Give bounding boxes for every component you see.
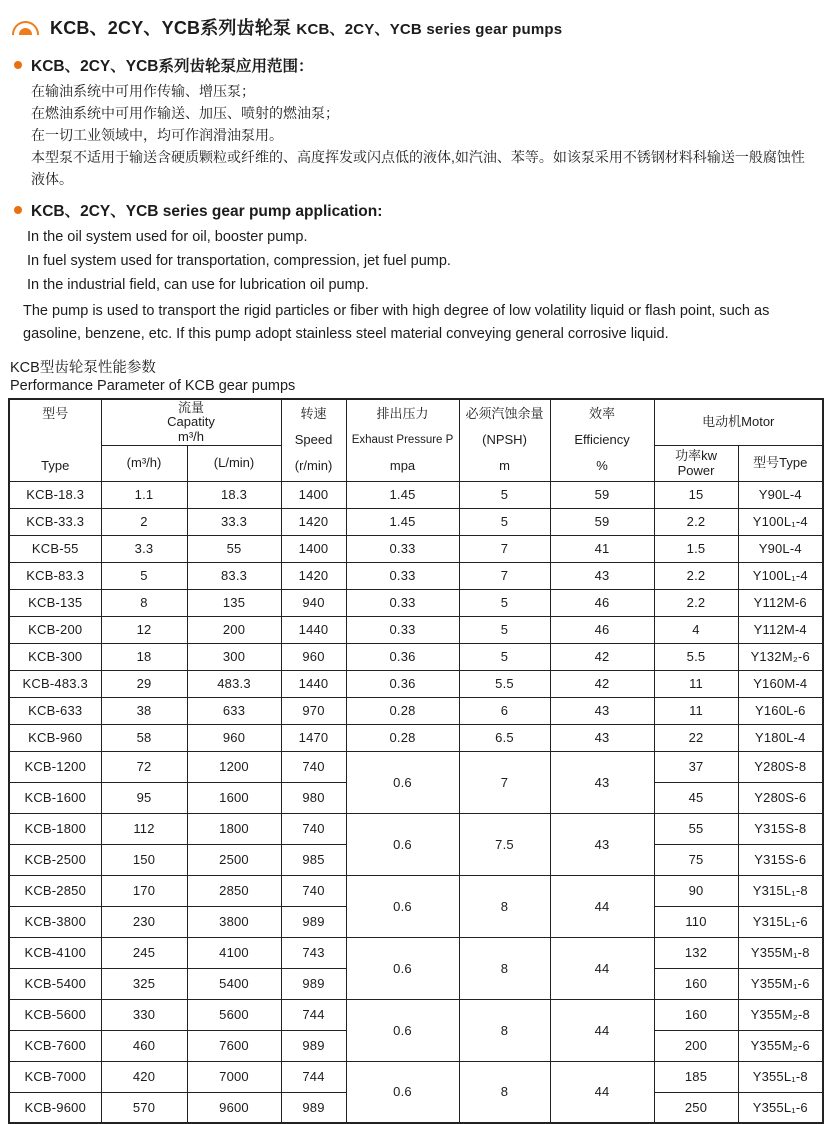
- cell-capacity-lmin: 5600: [187, 999, 281, 1030]
- col-header-motor-type: [738, 445, 823, 481]
- cell-efficiency: 43: [550, 724, 654, 751]
- cell-capacity-m3h: 8: [101, 589, 187, 616]
- zh-line: 在一切工业领域中，均可作润滑油泵用。: [31, 127, 283, 143]
- cell-speed: 960: [281, 643, 346, 670]
- cell-motor-type: Y280S-6: [738, 782, 823, 813]
- table-row: [9, 481, 823, 508]
- table-row: [9, 724, 823, 751]
- cell-motor-type: Y180L-4: [738, 724, 823, 751]
- cell-pump-type: KCB-18.3: [9, 481, 101, 508]
- table-row: [9, 535, 823, 562]
- cell-motor-type: Y132M₂-6: [738, 643, 823, 670]
- col-header-capacity: [101, 399, 281, 445]
- cell-capacity-m3h: 29: [101, 670, 187, 697]
- col-header-efficiency-en: Efficiency: [574, 432, 630, 448]
- cell-capacity-lmin: 9600: [187, 1092, 281, 1123]
- cell-speed: 1400: [281, 535, 346, 562]
- cell-pump-type: KCB-200: [9, 616, 101, 643]
- cell-pump-type: KCB-2500: [9, 844, 101, 875]
- cell-motor-type: Y112M-6: [738, 589, 823, 616]
- page-title: [50, 14, 562, 40]
- cell-power: 4: [654, 616, 738, 643]
- cell-capacity-m3h: 245: [101, 937, 187, 968]
- cell-speed: 940: [281, 589, 346, 616]
- col-header-motor-type-text: 型号Type: [753, 455, 808, 470]
- cell-npsh: 7.5: [459, 813, 550, 875]
- zh-line: 本型泵不适用于输送含硬质颗粒或纤维的、高度挥发或闪点低的液体,如汽油、苯等。如该泵采用不锈钢材料科输送一般腐蚀性液体。: [31, 149, 805, 187]
- cell-npsh: 8: [459, 937, 550, 999]
- table-caption-zh: KCB型齿轮泵性能参数: [10, 360, 156, 376]
- cell-power: 132: [654, 937, 738, 968]
- col-header-efficiency-zh: 效率: [589, 406, 616, 422]
- header-row-1: [9, 399, 823, 445]
- col-header-capacity-lmin-text: (L/min): [213, 455, 255, 470]
- cell-pressure: 0.33: [346, 589, 459, 616]
- cell-capacity-m3h: 420: [101, 1061, 187, 1092]
- cell-speed: 970: [281, 697, 346, 724]
- cell-pump-type: KCB-4100: [9, 937, 101, 968]
- cell-motor-type: Y355M₁-8: [738, 937, 823, 968]
- page-title-en: KCB、2CY、YCB series gear pumps: [296, 21, 563, 38]
- cell-power: 90: [654, 875, 738, 906]
- table-row: [9, 670, 823, 697]
- cell-efficiency: 44: [550, 1061, 654, 1123]
- cell-capacity-lmin: 18.3: [187, 481, 281, 508]
- cell-motor-type: Y355L₁-6: [738, 1092, 823, 1123]
- cell-efficiency: 44: [550, 875, 654, 937]
- section-heading-en: [14, 199, 822, 221]
- cell-pump-type: KCB-5400: [9, 968, 101, 999]
- cell-npsh: 5: [459, 589, 550, 616]
- cell-pressure: 0.36: [346, 643, 459, 670]
- cell-capacity-lmin: 83.3: [187, 562, 281, 589]
- cell-pump-type: KCB-135: [9, 589, 101, 616]
- col-header-motor-power-en: Power: [677, 463, 715, 478]
- cell-pump-type: KCB-3800: [9, 906, 101, 937]
- col-header-speed: [281, 399, 346, 481]
- cell-capacity-lmin: 2850: [187, 875, 281, 906]
- en-paragraph: The pump is used to transport the rigid particles or fiber with high degree of low volatility liquid or flash point, such as gasoline, benzene, etc. If this pump adopt stainless steel material conveying general corrosive liquid.: [23, 303, 770, 342]
- table-head: [9, 399, 823, 481]
- cell-npsh: 5: [459, 643, 550, 670]
- cell-pressure: 0.33: [346, 562, 459, 589]
- cell-pressure: 0.6: [346, 999, 459, 1061]
- section-application-en: [8, 199, 822, 345]
- cell-power: 5.5: [654, 643, 738, 670]
- cell-power: 185: [654, 1061, 738, 1092]
- cell-speed: 1400: [281, 481, 346, 508]
- col-header-capacity-lmin: [187, 445, 281, 481]
- cell-pump-type: KCB-9600: [9, 1092, 101, 1123]
- cell-motor-type: Y90L-4: [738, 535, 823, 562]
- cell-power: 45: [654, 782, 738, 813]
- cell-npsh: 8: [459, 875, 550, 937]
- cell-motor-type: Y90L-4: [738, 481, 823, 508]
- section-heading-zh-text: KCB、2CY、YCB系列齿轮泵应用范围：: [31, 58, 314, 75]
- cell-power: 250: [654, 1092, 738, 1123]
- cell-speed: 744: [281, 1061, 346, 1092]
- cell-pump-type: KCB-1200: [9, 751, 101, 782]
- brand-arc-icon: [12, 20, 39, 35]
- cell-capacity-m3h: 570: [101, 1092, 187, 1123]
- cell-capacity-m3h: 95: [101, 782, 187, 813]
- col-header-motor-power: [654, 445, 738, 481]
- cell-speed: 1470: [281, 724, 346, 751]
- cell-motor-type: Y315L₁-8: [738, 875, 823, 906]
- table-body: [9, 481, 823, 1123]
- cell-pump-type: KCB-1600: [9, 782, 101, 813]
- col-header-speed-en: Speed: [294, 432, 333, 448]
- cell-pump-type: KCB-55: [9, 535, 101, 562]
- cell-efficiency: 44: [550, 999, 654, 1061]
- col-header-capacity-zh: 流量: [178, 399, 205, 415]
- col-header-capacity-unit: m³/h: [178, 428, 204, 444]
- cell-motor-type: Y315S-8: [738, 813, 823, 844]
- cell-motor-type: Y315L₁-6: [738, 906, 823, 937]
- cell-pump-type: KCB-960: [9, 724, 101, 751]
- cell-npsh: 5: [459, 481, 550, 508]
- cell-motor-type: Y100L₁-4: [738, 562, 823, 589]
- cell-power: 11: [654, 670, 738, 697]
- cell-efficiency: 44: [550, 937, 654, 999]
- col-header-capacity-m3h: [101, 445, 187, 481]
- cell-capacity-lmin: 55: [187, 535, 281, 562]
- cell-capacity-m3h: 1.1: [101, 481, 187, 508]
- cell-npsh: 7: [459, 562, 550, 589]
- cell-speed: 1420: [281, 562, 346, 589]
- cell-efficiency: 59: [550, 481, 654, 508]
- col-header-type-zh: 型号: [42, 406, 69, 422]
- cell-capacity-m3h: 112: [101, 813, 187, 844]
- col-header-npsh-zh: 必须汽蚀余量: [465, 406, 544, 422]
- table-row: [9, 643, 823, 670]
- cell-power: 200: [654, 1030, 738, 1061]
- cell-capacity-lmin: 200: [187, 616, 281, 643]
- cell-motor-type: Y160M-4: [738, 670, 823, 697]
- cell-motor-type: Y112M-4: [738, 616, 823, 643]
- cell-motor-type: Y315S-6: [738, 844, 823, 875]
- cell-pump-type: KCB-5600: [9, 999, 101, 1030]
- cell-pressure: 0.6: [346, 937, 459, 999]
- table-captions: [10, 359, 822, 395]
- cell-npsh: 5: [459, 616, 550, 643]
- cell-npsh: 6: [459, 697, 550, 724]
- cell-capacity-m3h: 170: [101, 875, 187, 906]
- table-row: [9, 589, 823, 616]
- col-header-npsh-en: (NPSH): [482, 432, 527, 448]
- table-row: [9, 616, 823, 643]
- section-body-zh: [31, 80, 818, 190]
- en-line: In fuel system used for transportation, compression, jet fuel pump.: [27, 253, 451, 269]
- page-title-zh: KCB、2CY、YCB系列齿轮泵: [50, 18, 292, 38]
- cell-npsh: 7: [459, 751, 550, 813]
- cell-power: 160: [654, 968, 738, 999]
- cell-pressure: 0.28: [346, 724, 459, 751]
- col-header-type: [9, 399, 101, 481]
- cell-pump-type: KCB-2850: [9, 875, 101, 906]
- cell-pump-type: KCB-300: [9, 643, 101, 670]
- cell-capacity-m3h: 18: [101, 643, 187, 670]
- cell-capacity-m3h: 460: [101, 1030, 187, 1061]
- cell-capacity-lmin: 4100: [187, 937, 281, 968]
- cell-motor-type: Y280S-8: [738, 751, 823, 782]
- cell-capacity-m3h: 330: [101, 999, 187, 1030]
- cell-capacity-lmin: 960: [187, 724, 281, 751]
- cell-capacity-lmin: 1800: [187, 813, 281, 844]
- col-header-efficiency-unit: %: [596, 458, 608, 474]
- cell-capacity-m3h: 72: [101, 751, 187, 782]
- col-header-type-en: Type: [41, 458, 70, 474]
- section-heading-en-text: KCB、2CY、YCB series gear pump application:: [31, 203, 383, 220]
- col-header-motor-power-zh: 功率kw: [675, 448, 717, 463]
- cell-capacity-m3h: 325: [101, 968, 187, 999]
- cell-capacity-lmin: 300: [187, 643, 281, 670]
- zh-line: 在燃油系统中可用作输送、加压、喷射的燃油泵；: [31, 105, 339, 121]
- cell-capacity-m3h: 5: [101, 562, 187, 589]
- cell-speed: 740: [281, 875, 346, 906]
- cell-motor-type: Y100L₁-4: [738, 508, 823, 535]
- col-header-motor: [654, 399, 823, 445]
- cell-capacity-lmin: 633: [187, 697, 281, 724]
- cell-capacity-m3h: 230: [101, 906, 187, 937]
- table-row: [9, 813, 823, 844]
- cell-capacity-lmin: 1600: [187, 782, 281, 813]
- table-row: [9, 562, 823, 589]
- cell-pump-type: KCB-483.3: [9, 670, 101, 697]
- cell-pressure: 1.45: [346, 481, 459, 508]
- cell-power: 2.2: [654, 508, 738, 535]
- cell-capacity-lmin: 33.3: [187, 508, 281, 535]
- table-row: [9, 751, 823, 782]
- cell-capacity-lmin: 7000: [187, 1061, 281, 1092]
- cell-pump-type: KCB-7000: [9, 1061, 101, 1092]
- cell-efficiency: 41: [550, 535, 654, 562]
- col-header-capacity-en: Capatity: [167, 414, 215, 429]
- cell-efficiency: 59: [550, 508, 654, 535]
- cell-power: 2.2: [654, 589, 738, 616]
- cell-speed: 989: [281, 1030, 346, 1061]
- cell-npsh: 6.5: [459, 724, 550, 751]
- cell-npsh: 5: [459, 508, 550, 535]
- cell-speed: 1440: [281, 670, 346, 697]
- cell-motor-type: Y160L-6: [738, 697, 823, 724]
- cell-speed: 740: [281, 751, 346, 782]
- bullet-icon: [14, 206, 22, 214]
- cell-motor-type: Y355M₁-6: [738, 968, 823, 999]
- cell-pump-type: KCB-1800: [9, 813, 101, 844]
- cell-motor-type: Y355M₂-8: [738, 999, 823, 1030]
- cell-npsh: 8: [459, 999, 550, 1061]
- cell-pressure: 0.6: [346, 1061, 459, 1123]
- cell-pressure: 0.6: [346, 751, 459, 813]
- cell-pressure: 0.33: [346, 535, 459, 562]
- cell-power: 1.5: [654, 535, 738, 562]
- cell-power: 55: [654, 813, 738, 844]
- zh-line: 在输油系统中可用作传输、增压泵；: [31, 83, 255, 99]
- table-row: [9, 999, 823, 1030]
- col-header-npsh-unit: m: [499, 458, 510, 474]
- cell-capacity-m3h: 2: [101, 508, 187, 535]
- cell-npsh: 7: [459, 535, 550, 562]
- cell-power: 22: [654, 724, 738, 751]
- cell-pressure: 0.28: [346, 697, 459, 724]
- cell-efficiency: 46: [550, 589, 654, 616]
- col-header-pressure-zh: 排出压力: [376, 406, 429, 422]
- cell-speed: 985: [281, 844, 346, 875]
- col-header-speed-unit: (r/min): [294, 458, 333, 474]
- cell-pressure: 0.36: [346, 670, 459, 697]
- page-header: [12, 14, 822, 40]
- col-header-capacity-m3h-text: (m³/h): [126, 455, 162, 470]
- cell-npsh: 5.5: [459, 670, 550, 697]
- table-row: [9, 508, 823, 535]
- cell-capacity-m3h: 150: [101, 844, 187, 875]
- section-application-zh: [8, 54, 822, 190]
- cell-speed: 980: [281, 782, 346, 813]
- cell-speed: 740: [281, 813, 346, 844]
- table-row: [9, 875, 823, 906]
- cell-pressure: 0.6: [346, 875, 459, 937]
- cell-efficiency: 43: [550, 562, 654, 589]
- table-row: [9, 1061, 823, 1092]
- cell-efficiency: 43: [550, 751, 654, 813]
- cell-efficiency: 43: [550, 697, 654, 724]
- col-header-pressure-en: Exhaust Pressure P: [351, 434, 454, 447]
- col-header-efficiency: [550, 399, 654, 481]
- cell-efficiency: 42: [550, 643, 654, 670]
- cell-capacity-lmin: 5400: [187, 968, 281, 999]
- cell-capacity-lmin: 483.3: [187, 670, 281, 697]
- table-row: [9, 697, 823, 724]
- performance-table: [8, 398, 824, 1124]
- cell-power: 15: [654, 481, 738, 508]
- cell-pump-type: KCB-7600: [9, 1030, 101, 1061]
- cell-efficiency: 43: [550, 813, 654, 875]
- col-header-motor-text: 电动机Motor: [702, 414, 775, 430]
- cell-pressure: 0.6: [346, 813, 459, 875]
- col-header-pressure-unit: mpa: [389, 458, 416, 474]
- cell-speed: 989: [281, 906, 346, 937]
- cell-capacity-m3h: 38: [101, 697, 187, 724]
- col-header-pressure: [346, 399, 459, 481]
- cell-pump-type: KCB-633: [9, 697, 101, 724]
- cell-power: 110: [654, 906, 738, 937]
- cell-motor-type: Y355L₁-8: [738, 1061, 823, 1092]
- cell-capacity-lmin: 3800: [187, 906, 281, 937]
- cell-power: 2.2: [654, 562, 738, 589]
- en-line: In the oil system used for oil, booster pump.: [27, 229, 308, 245]
- cell-capacity-lmin: 2500: [187, 844, 281, 875]
- cell-speed: 743: [281, 937, 346, 968]
- cell-speed: 1440: [281, 616, 346, 643]
- cell-motor-type: Y355M₂-6: [738, 1030, 823, 1061]
- cell-pump-type: KCB-83.3: [9, 562, 101, 589]
- col-header-npsh: [459, 399, 550, 481]
- cell-capacity-m3h: 12: [101, 616, 187, 643]
- table-caption-en: Performance Parameter of KCB gear pumps: [10, 378, 296, 394]
- cell-capacity-m3h: 3.3: [101, 535, 187, 562]
- cell-pressure: 1.45: [346, 508, 459, 535]
- cell-power: 37: [654, 751, 738, 782]
- cell-capacity-lmin: 135: [187, 589, 281, 616]
- cell-efficiency: 46: [550, 616, 654, 643]
- bullet-icon: [14, 61, 22, 69]
- en-line: In the industrial field, can use for lubrication oil pump.: [27, 277, 369, 293]
- section-heading-zh: [14, 54, 822, 76]
- section-body-en: [23, 225, 818, 345]
- cell-capacity-lmin: 1200: [187, 751, 281, 782]
- cell-pressure: 0.33: [346, 616, 459, 643]
- cell-capacity-lmin: 7600: [187, 1030, 281, 1061]
- cell-power: 11: [654, 697, 738, 724]
- cell-capacity-m3h: 58: [101, 724, 187, 751]
- cell-power: 160: [654, 999, 738, 1030]
- cell-pump-type: KCB-33.3: [9, 508, 101, 535]
- cell-speed: 989: [281, 968, 346, 999]
- cell-speed: 1420: [281, 508, 346, 535]
- cell-efficiency: 42: [550, 670, 654, 697]
- cell-speed: 989: [281, 1092, 346, 1123]
- col-header-speed-zh: 转速: [300, 406, 327, 422]
- table-row: [9, 937, 823, 968]
- cell-speed: 744: [281, 999, 346, 1030]
- cell-npsh: 8: [459, 1061, 550, 1123]
- cell-power: 75: [654, 844, 738, 875]
